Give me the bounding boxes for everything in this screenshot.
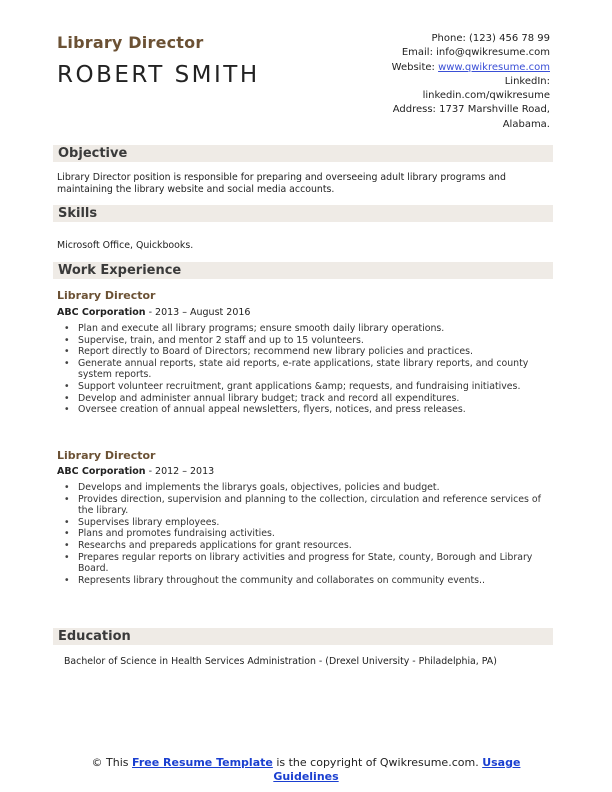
list-item: • Develops and implements the librarys goals, objectives, policies and budget. bbox=[64, 482, 542, 494]
skills-heading: Skills bbox=[58, 206, 98, 221]
education-heading: Education bbox=[58, 629, 131, 644]
skills-text: Microsoft Office, Quickbooks. bbox=[57, 240, 194, 251]
footer-line-1 bbox=[0, 756, 612, 770]
job-1-role: Library Director bbox=[57, 289, 156, 302]
objective-text: Library Director position is responsible for preparing and overseeing adult library programs and maintaining the library website and social media accounts. bbox=[57, 172, 506, 195]
objective-section-header bbox=[53, 145, 553, 162]
job-1-bullets bbox=[64, 323, 542, 416]
work-heading: Work Experience bbox=[58, 263, 182, 278]
footer-middle: is the copyright of Qwikresume.com. bbox=[272, 756, 483, 769]
contact-website bbox=[290, 61, 550, 75]
contact-block bbox=[290, 32, 550, 132]
list-item: • Represents library throughout the community and collaborates on community events.. bbox=[64, 575, 542, 587]
contact-phone: Phone: (123) 456 78 99 bbox=[431, 33, 550, 44]
list-item: • Researchs and prepareds applications for grant resources. bbox=[64, 540, 542, 552]
contact-linkedin-url: linkedin.com/qwikresume bbox=[422, 90, 550, 102]
contact-website-link[interactable]: www.qwikresume.com bbox=[438, 61, 550, 73]
education-section-header bbox=[53, 628, 553, 645]
job-2-company-line bbox=[57, 466, 214, 477]
contact-address-line2: Alabama. bbox=[502, 118, 550, 130]
guidelines-link[interactable]: Guidelines bbox=[273, 770, 339, 783]
usage-link[interactable]: Usage bbox=[482, 756, 521, 769]
list-item: • Generate annual reports, state aid reports, e-rate applications, state library reports, and county system reports. bbox=[64, 358, 542, 381]
job-1-dates: - 2013 – August 2016 bbox=[145, 307, 251, 318]
list-item: • Oversee creation of annual appeal newsletters, flyers, notices, and press releases. bbox=[64, 404, 542, 416]
job-2-role: Library Director bbox=[57, 449, 156, 462]
list-item: • Develop and administer annual library budget; track and record all expenditures. bbox=[64, 393, 542, 405]
skills-section-header bbox=[53, 205, 553, 222]
job-1-company-line bbox=[57, 307, 250, 318]
contact-linkedin-label: LinkedIn: bbox=[504, 75, 550, 87]
header-name: ROBERT SMITH bbox=[57, 62, 260, 88]
footer-line-2 bbox=[0, 770, 612, 784]
header-job-title: Library Director bbox=[57, 33, 204, 52]
objective-heading: Objective bbox=[58, 146, 128, 161]
education-text: Bachelor of Science in Health Services Administration - (Drexel University - Philadelphia, PA) bbox=[64, 656, 497, 667]
contact-email: Email: info@qwikresume.com bbox=[401, 47, 550, 59]
contact-website-label: Website: bbox=[391, 61, 439, 73]
free-resume-template-link[interactable]: Free Resume Template bbox=[132, 756, 273, 769]
list-item: • Plan and execute all library programs; ensure smooth daily library operations. bbox=[64, 323, 542, 335]
list-item: • Supervise, train, and mentor 2 staff and up to 15 volunteers. bbox=[64, 335, 542, 347]
work-section-header bbox=[53, 262, 553, 279]
footer bbox=[0, 756, 612, 784]
list-item: • Support volunteer recruitment, grant applications &amp; requests, and fundraising initiatives. bbox=[64, 381, 542, 393]
list-item: • Report directly to Board of Directors; recommend new library policies and practices. bbox=[64, 346, 542, 358]
contact-address-line1: Address: 1737 Marshville Road, bbox=[392, 104, 550, 116]
list-item: • Supervises library employees. bbox=[64, 517, 542, 529]
job-1-company: ABC Corporation bbox=[57, 307, 146, 318]
list-item: • Plans and promotes fundraising activities. bbox=[64, 528, 542, 540]
list-item: • Provides direction, supervision and planning to the collection, circulation and reference services of the library. bbox=[64, 494, 542, 517]
footer-prefix: © This bbox=[91, 756, 133, 769]
job-2-bullets bbox=[64, 482, 542, 586]
list-item: • Prepares regular reports on library activities and progress for State, county, Borough and Library Board. bbox=[64, 552, 542, 575]
job-2-company: ABC Corporation bbox=[57, 466, 146, 477]
job-2-dates: - 2012 – 2013 bbox=[145, 466, 215, 477]
